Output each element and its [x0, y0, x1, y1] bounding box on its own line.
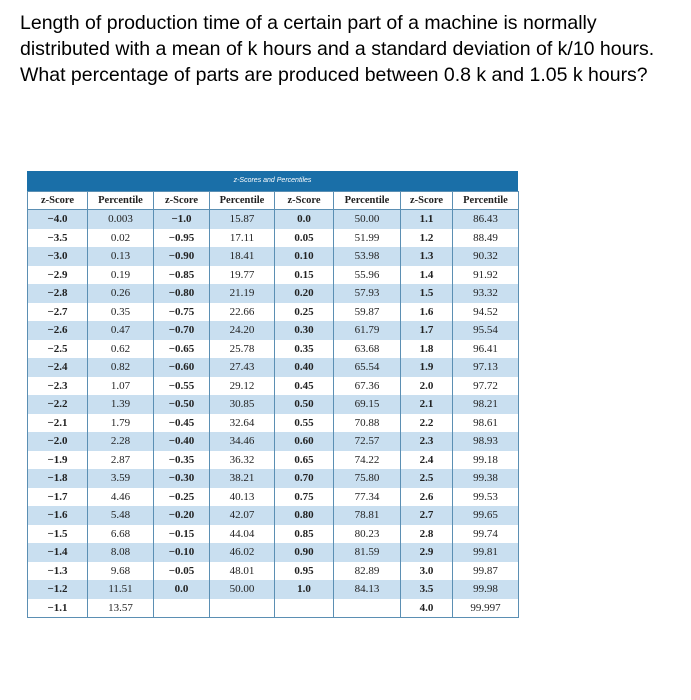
table-row: [28, 377, 519, 396]
z-score-cell: 3.0: [401, 562, 453, 581]
table-row: [28, 321, 519, 340]
z-score-cell: −0.30: [154, 469, 210, 488]
percentile-cell: 1.79: [88, 414, 154, 433]
percentile-cell: 18.41: [210, 247, 275, 266]
z-score-cell: −0.35: [154, 451, 210, 470]
header-row: [28, 192, 519, 210]
percentile-cell: 72.57: [334, 432, 401, 451]
z-score-cell: −3.5: [28, 229, 88, 248]
table-row: [28, 266, 519, 285]
z-score-cell: 1.4: [401, 266, 453, 285]
z-score-cell: 0.0: [154, 580, 210, 599]
percentile-cell: 78.81: [334, 506, 401, 525]
z-score-table: [27, 171, 518, 618]
z-score-cell: [275, 599, 334, 618]
z-score-cell: 0.25: [275, 303, 334, 322]
z-score-cell: 0.10: [275, 247, 334, 266]
z-score-cell: −1.6: [28, 506, 88, 525]
z-score-cell: −2.5: [28, 340, 88, 359]
z-score-cell: 0.90: [275, 543, 334, 562]
percentile-cell: 80.23: [334, 525, 401, 544]
z-score-cell: 0.15: [275, 266, 334, 285]
z-score-cell: 0.30: [275, 321, 334, 340]
z-score-cell: 0.20: [275, 284, 334, 303]
percentile-cell: 11.51: [88, 580, 154, 599]
percentile-cell: 25.78: [210, 340, 275, 359]
percentile-cell: 90.32: [453, 247, 519, 266]
percentile-cell: 63.68: [334, 340, 401, 359]
z-score-cell: 0.50: [275, 395, 334, 414]
z-score-cell: 1.8: [401, 340, 453, 359]
z-score-cell: 1.7: [401, 321, 453, 340]
z-score-cell: 0.85: [275, 525, 334, 544]
percentile-cell: 27.43: [210, 358, 275, 377]
z-score-cell: −0.80: [154, 284, 210, 303]
z-score-cell: 0.65: [275, 451, 334, 470]
percentile-cell: 88.49: [453, 229, 519, 248]
z-score-cell: −0.65: [154, 340, 210, 359]
z-score-cell: 2.9: [401, 543, 453, 562]
percentile-cell: 81.59: [334, 543, 401, 562]
percentile-cell: 99.997: [453, 599, 519, 618]
z-score-cell: −1.8: [28, 469, 88, 488]
z-score-cell: −3.0: [28, 247, 88, 266]
z-score-cell: 1.9: [401, 358, 453, 377]
percentile-cell: 67.36: [334, 377, 401, 396]
z-score-cell: −0.95: [154, 229, 210, 248]
z-score-cell: −4.0: [28, 210, 88, 229]
percentile-cell: 21.19: [210, 284, 275, 303]
percentile-cell: 40.13: [210, 488, 275, 507]
z-score-cell: −0.45: [154, 414, 210, 433]
z-score-cell: 2.7: [401, 506, 453, 525]
percentile-cell: 57.93: [334, 284, 401, 303]
percentile-cell: 99.87: [453, 562, 519, 581]
percentile-cell: 75.80: [334, 469, 401, 488]
percentile-cell: 0.13: [88, 247, 154, 266]
percentile-cell: 99.98: [453, 580, 519, 599]
percentile-cell: 98.61: [453, 414, 519, 433]
percentile-cell: 95.54: [453, 321, 519, 340]
z-score-cell: −0.55: [154, 377, 210, 396]
percentile-cell: 99.65: [453, 506, 519, 525]
table-row: [28, 525, 519, 544]
table-row: [28, 562, 519, 581]
percentile-cell: 65.54: [334, 358, 401, 377]
z-score-cell: 1.6: [401, 303, 453, 322]
percentile-cell: 30.85: [210, 395, 275, 414]
z-score-cell: 0.40: [275, 358, 334, 377]
table-row: [28, 247, 519, 266]
table-row: [28, 543, 519, 562]
z-score-cell: −0.90: [154, 247, 210, 266]
percentile-cell: 97.13: [453, 358, 519, 377]
table-row: [28, 303, 519, 322]
percentile-cell: 9.68: [88, 562, 154, 581]
z-score-cell: 1.2: [401, 229, 453, 248]
percentile-cell: 99.74: [453, 525, 519, 544]
z-score-cell: −1.0: [154, 210, 210, 229]
percentile-cell: 99.53: [453, 488, 519, 507]
percentile-cell: 46.02: [210, 543, 275, 562]
percentile-cell: 96.41: [453, 340, 519, 359]
z-score-cell: −1.9: [28, 451, 88, 470]
percentile-cell: 6.68: [88, 525, 154, 544]
z-score-cell: −0.85: [154, 266, 210, 285]
percentile-cell: 0.19: [88, 266, 154, 285]
percentile-cell: 44.04: [210, 525, 275, 544]
percentile-cell: 15.87: [210, 210, 275, 229]
z-score-cell: −0.40: [154, 432, 210, 451]
z-score-cell: −1.1: [28, 599, 88, 618]
percentile-cell: 5.48: [88, 506, 154, 525]
z-score-cell: −1.2: [28, 580, 88, 599]
z-score-cell: 2.5: [401, 469, 453, 488]
percentile-cell: 42.07: [210, 506, 275, 525]
percentile-cell: 0.47: [88, 321, 154, 340]
percentile-cell: 2.28: [88, 432, 154, 451]
percentile-cell: 91.92: [453, 266, 519, 285]
z-score-cell: 0.60: [275, 432, 334, 451]
percentile-cell: 3.59: [88, 469, 154, 488]
table-row: [28, 358, 519, 377]
percentile-cell: 61.79: [334, 321, 401, 340]
table-row: [28, 284, 519, 303]
column-header: z-Score: [28, 192, 88, 210]
percentile-cell: 1.07: [88, 377, 154, 396]
table-row: [28, 469, 519, 488]
table-row: [28, 432, 519, 451]
z-score-cell: 1.0: [275, 580, 334, 599]
column-header: z-Score: [401, 192, 453, 210]
z-score-cell: −2.7: [28, 303, 88, 322]
percentile-cell: 4.46: [88, 488, 154, 507]
percentile-cell: 17.11: [210, 229, 275, 248]
z-score-cell: −2.9: [28, 266, 88, 285]
z-score-cell: 2.2: [401, 414, 453, 433]
percentile-cell: [210, 599, 275, 618]
percentile-cell: 94.52: [453, 303, 519, 322]
z-score-cell: −0.15: [154, 525, 210, 544]
percentile-cell: 98.93: [453, 432, 519, 451]
percentile-cell: 70.88: [334, 414, 401, 433]
z-score-cell: −2.2: [28, 395, 88, 414]
z-score-cell: 0.70: [275, 469, 334, 488]
percentile-table: [27, 191, 519, 618]
table-row: [28, 340, 519, 359]
z-score-cell: 2.4: [401, 451, 453, 470]
percentile-cell: [334, 599, 401, 618]
z-score-cell: −1.4: [28, 543, 88, 562]
z-score-cell: −0.10: [154, 543, 210, 562]
percentile-cell: 8.08: [88, 543, 154, 562]
z-score-cell: −0.50: [154, 395, 210, 414]
z-score-cell: −1.5: [28, 525, 88, 544]
z-score-cell: −0.75: [154, 303, 210, 322]
percentile-cell: 19.77: [210, 266, 275, 285]
question-text: Length of production time of a certain part of a machine is normally distributed with a mean of k hours and a standard deviation of k/10 hours. What percentage of parts are produced between 0.8 k and 1.05 k hours?: [20, 12, 655, 86]
percentile-cell: 59.87: [334, 303, 401, 322]
table-row: [28, 414, 519, 433]
percentile-cell: 77.34: [334, 488, 401, 507]
percentile-cell: 29.12: [210, 377, 275, 396]
z-score-cell: −0.05: [154, 562, 210, 581]
percentile-cell: 93.32: [453, 284, 519, 303]
table-row: [28, 506, 519, 525]
column-header: Percentile: [334, 192, 401, 210]
table-row: [28, 599, 519, 618]
z-score-cell: 0.55: [275, 414, 334, 433]
percentile-cell: 98.21: [453, 395, 519, 414]
z-score-cell: −0.60: [154, 358, 210, 377]
z-score-cell: 2.6: [401, 488, 453, 507]
z-score-cell: −2.8: [28, 284, 88, 303]
z-score-cell: 4.0: [401, 599, 453, 618]
table-row: [28, 229, 519, 248]
z-score-cell: 0.45: [275, 377, 334, 396]
z-score-cell: −0.25: [154, 488, 210, 507]
z-score-cell: 2.0: [401, 377, 453, 396]
percentile-cell: 48.01: [210, 562, 275, 581]
percentile-cell: 1.39: [88, 395, 154, 414]
z-score-cell: 1.5: [401, 284, 453, 303]
table-row: [28, 210, 519, 229]
percentile-cell: 0.003: [88, 210, 154, 229]
table-row: [28, 395, 519, 414]
percentile-cell: 50.00: [210, 580, 275, 599]
z-score-cell: [154, 599, 210, 618]
percentile-cell: 50.00: [334, 210, 401, 229]
percentile-cell: 84.13: [334, 580, 401, 599]
percentile-cell: 34.46: [210, 432, 275, 451]
percentile-cell: 24.20: [210, 321, 275, 340]
z-score-cell: −0.70: [154, 321, 210, 340]
percentile-cell: 38.21: [210, 469, 275, 488]
percentile-cell: 55.96: [334, 266, 401, 285]
z-score-cell: 0.05: [275, 229, 334, 248]
z-score-cell: 2.1: [401, 395, 453, 414]
percentile-cell: 2.87: [88, 451, 154, 470]
percentile-cell: 51.99: [334, 229, 401, 248]
column-header: Percentile: [210, 192, 275, 210]
z-score-cell: −1.3: [28, 562, 88, 581]
percentile-cell: 0.82: [88, 358, 154, 377]
z-score-cell: −2.1: [28, 414, 88, 433]
table-title: z-Scores and Percentiles: [27, 171, 518, 191]
table-row: [28, 580, 519, 599]
z-score-cell: 2.8: [401, 525, 453, 544]
percentile-cell: 69.15: [334, 395, 401, 414]
percentile-cell: 99.38: [453, 469, 519, 488]
z-score-cell: 1.1: [401, 210, 453, 229]
z-score-cell: −2.0: [28, 432, 88, 451]
z-score-cell: −2.3: [28, 377, 88, 396]
z-score-cell: 0.75: [275, 488, 334, 507]
z-score-cell: 3.5: [401, 580, 453, 599]
table-row: [28, 488, 519, 507]
column-header: z-Score: [154, 192, 210, 210]
z-score-cell: −2.6: [28, 321, 88, 340]
z-score-cell: 1.3: [401, 247, 453, 266]
percentile-cell: 53.98: [334, 247, 401, 266]
z-score-cell: 0.35: [275, 340, 334, 359]
percentile-cell: 0.26: [88, 284, 154, 303]
z-score-cell: −0.20: [154, 506, 210, 525]
z-score-cell: 0.80: [275, 506, 334, 525]
percentile-cell: 32.64: [210, 414, 275, 433]
z-score-cell: 0.0: [275, 210, 334, 229]
z-score-cell: 0.95: [275, 562, 334, 581]
z-score-cell: −1.7: [28, 488, 88, 507]
percentile-cell: 0.35: [88, 303, 154, 322]
percentile-cell: 22.66: [210, 303, 275, 322]
percentile-cell: 0.62: [88, 340, 154, 359]
percentile-cell: 99.81: [453, 543, 519, 562]
percentile-cell: 36.32: [210, 451, 275, 470]
percentile-cell: 97.72: [453, 377, 519, 396]
column-header: z-Score: [275, 192, 334, 210]
table-row: [28, 451, 519, 470]
z-score-cell: −2.4: [28, 358, 88, 377]
column-header: Percentile: [88, 192, 154, 210]
percentile-cell: 0.02: [88, 229, 154, 248]
z-score-cell: 2.3: [401, 432, 453, 451]
percentile-cell: 82.89: [334, 562, 401, 581]
percentile-cell: 74.22: [334, 451, 401, 470]
percentile-cell: 13.57: [88, 599, 154, 618]
percentile-cell: 86.43: [453, 210, 519, 229]
percentile-cell: 99.18: [453, 451, 519, 470]
column-header: Percentile: [453, 192, 519, 210]
